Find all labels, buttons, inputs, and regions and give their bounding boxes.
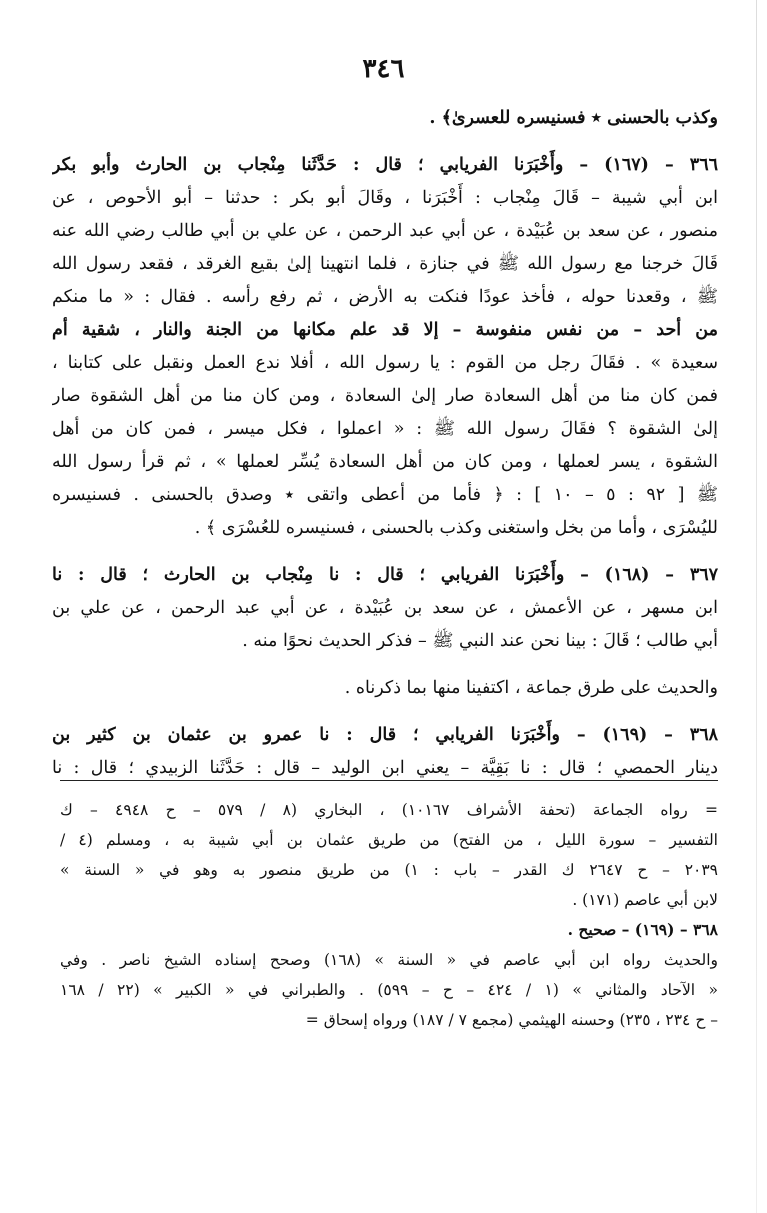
verse-continuation <box>52 102 718 135</box>
hadith-366 <box>52 149 718 545</box>
footnote-line: والحديث رواه ابن أبي عاصم في « السنة » (١٦٨) وصحح إسناده الشيخ ناصر . وفي <box>60 951 718 969</box>
text-line: ابن مسهر ، عن الأعمش ، عن سعد بن عُبَيْدة ، عن أبي عبد الرحمن ، عن علي بن <box>52 598 718 618</box>
hadith-header-line: ٣٦٧ – (١٦٨) – وأَخْبَرَنا الفريابي ؛ قال : نا مِنْجاب بن الحارث ؛ قال : نا <box>52 565 718 585</box>
text-line: وكذب بالحسنى ٭ فسنيسره للعسرىٰ﴾ . <box>429 108 718 128</box>
text-line: لليُسْرَى ، وأما من بخل واستغنى وكذب بالحسنى ، فسنيسره للعُسْرَى ﴾ . <box>194 518 718 538</box>
text-line: ﷺ ، وقعدنا حوله ، فأخذ عودًا فنكت به الأرض ، ثم رفع رأسه . فقال : « ما منكم <box>52 287 718 307</box>
footnote-line: = رواه الجماعة (تحفة الأشراف ١٠١٦٧) ، البخاري (٨ / ٥٧٩ – ح ٤٩٤٨ – ك <box>60 801 718 819</box>
footnote-line: « الآحاد والمثاني » (١ / ٤٢٤ – ح – ٥٩٩) . والطبراني في « الكبير » (٢٢ / ١٦٨ <box>60 981 718 999</box>
text-line: فمن كان منا من أهل السعادة صار إلىٰ السعادة ، ومن كان منا من أهل الشقوة صار <box>52 386 718 406</box>
text-line: سعيدة » . فقَالَ رجل من القوم : يا رسول الله ، أفلا ندع العمل ونقبل على كتابنا ، <box>52 353 718 373</box>
hadith-header-line: ٣٦٨ – (١٦٩) – وأَخْبَرَنا الفريابي ؛ قال : نا عمرو بن عثمان بن كثير بن <box>52 725 718 745</box>
text-line: من أحد – من نفس منفوسة – إلا قد علم مكانها من الجنة والنار ، شقية أم <box>52 320 718 340</box>
footnote-heading: ٣٦٨ – (١٦٩) – صحيح . <box>567 920 718 939</box>
hadith-367 <box>52 559 718 658</box>
page-edge <box>756 0 757 1213</box>
text-line: أبي طالب ؛ قَالَ : بينا نحن عند النبي ﷺ – فذكر الحديث نحوًا منه . <box>242 631 718 651</box>
hadith-368 <box>52 719 718 785</box>
text-line: ابن أبي شيبة – قَالَ مِنْجاب : أَخْبَرَنا ، وقَالَ أبو بكر : حدثنا – أبو الأحوص ، عن <box>52 188 718 208</box>
hadith-header-line: ٣٦٦ – (١٦٧) – وأَخْبَرَنا الفريابي ؛ قال : حَدَّثَنا مِنْجاب بن الحارث وأبو بكر <box>52 155 718 175</box>
text-line: إلىٰ الشقوة ؟ فقَالَ رسول الله ﷺ : « اعملوا ، فكل ميسر ، فمن كان من أهل <box>52 419 718 439</box>
footnote-line: ٢٠٣٩ – ح ٢٦٤٧ ك القدر – باب : ١) من طريق منصور به وهو في « السنة » <box>60 861 718 879</box>
text-line: منصور ، عن سعد بن عُبَيْدة ، عن أبي عبد الرحمن ، عن علي بن أبي طالب رضي الله عنه <box>52 221 718 241</box>
editor-note <box>52 672 718 705</box>
text-line: قَالَ خرجنا مع رسول الله ﷺ في جنازة ، فلما انتهينا إلىٰ بقيع الغرقد ، فقعد رسول الله <box>52 254 718 274</box>
footnotes <box>60 795 718 1035</box>
footnote-line: التفسير – سورة الليل ، من الفتح) من طريق عثمان بن أبي شيبة به ، ومسلم (٤ / <box>60 831 718 849</box>
text-line: دينار الحمصي ؛ قال : نا بَقِيَّة – يعني ابن الوليد – قال : حَدَّثَنا الزبيدي ؛ قال : نا <box>52 758 718 778</box>
text-line: الشقوة ، يسر لعملها ، ومن كان من أهل السعادة يُسِّر لعملها » ، ثم قرأ رسول الله <box>52 452 718 472</box>
footnote-line: لابن أبي عاصم (١٧١) . <box>572 891 718 909</box>
main-text <box>52 102 718 799</box>
footnote-line: – ح ٢٣٤ ، ٢٣٥) وحسنه الهيثمي (مجمع ٧ / ١٨٧) ورواه إسحاق = <box>305 1011 718 1029</box>
text-line: والحديث على طرق جماعة ، اكتفينا منها بما ذكرناه . <box>344 678 718 698</box>
footnote-divider <box>60 780 718 781</box>
text-line: ﷺ [ ٩٢ : ٥ – ١٠ ] : ﴿ فأما من أعطى واتقى ٭ وصدق بالحسنى . فسنيسره <box>52 485 718 505</box>
page-number: ٣٤٦ <box>362 54 405 84</box>
